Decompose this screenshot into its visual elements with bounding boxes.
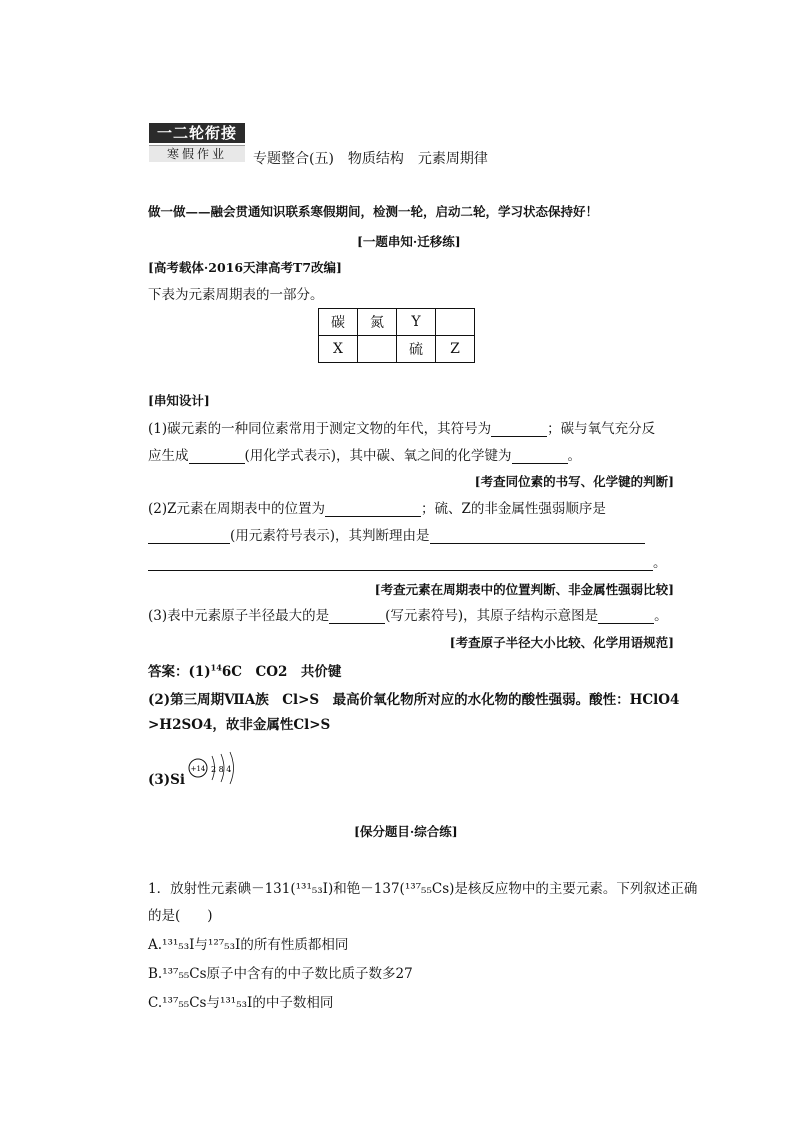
q3-text: (3)表中元素原子半径最大的是	[148, 608, 330, 624]
series-logo-subtitle: 寒假作业	[149, 145, 245, 162]
q1-blank-symbol[interactable]	[491, 422, 547, 437]
source-note: [高考载体·2016天津高考T7改编]	[148, 260, 342, 275]
q3-text: (写元素符号)，其原子结构示意图是	[385, 608, 599, 624]
q2-text: ；硫、Z的非金属性强弱顺序是	[421, 501, 606, 517]
q1-line2	[148, 444, 581, 464]
mcq-option-b[interactable]: B.¹³⁷₅₅Cs原子中含有的中子数比质子数多27	[148, 966, 413, 982]
mcq-stem-line2: 的是( )	[148, 908, 213, 924]
q2-blank-reason[interactable]	[430, 529, 645, 544]
q3-blank-diagram[interactable]	[598, 609, 654, 624]
section-heading-1: [一题串知·迁移练]	[357, 234, 461, 249]
q2-text: (用元素符号表示)，其判断理由是	[230, 528, 430, 544]
table-cell: X	[319, 336, 358, 363]
answer-line1	[148, 660, 341, 680]
series-logo: 一二轮衔接	[149, 123, 245, 143]
design-heading: [串知设计]	[148, 393, 210, 408]
page-title: 专题整合(五) 物质结构 元素周期律	[253, 151, 488, 167]
q2-blank-position[interactable]	[325, 502, 421, 517]
q2-line2	[148, 524, 645, 544]
table-cell: 硫	[397, 336, 436, 363]
answer-text: 6C CO2 共价键	[221, 664, 342, 680]
answer-line2: (2)第三周期ⅦA族 Cl>S 最高价氧化物所对应的水化物的酸性强弱。酸性：HClO4	[148, 692, 680, 708]
q1-blank-bond[interactable]	[512, 449, 568, 464]
q3-line1	[148, 604, 668, 624]
table-cell	[436, 309, 475, 336]
q1-note: [考查同位素的书写、化学键的判断]	[474, 474, 674, 489]
shell-electron-counts: 2 8 4	[211, 765, 232, 774]
mcq-option-c[interactable]: C.¹³⁷₅₅Cs与¹³¹₅₃I的中子数相同	[148, 995, 334, 1011]
q1-text: (用化学式表示)，其中碳、氧之间的化学键为	[244, 448, 512, 464]
table-cell: Y	[397, 309, 436, 336]
table-cell: 碳	[319, 309, 358, 336]
q1-text: 应生成	[148, 448, 189, 464]
table-cell: 氮	[358, 309, 397, 336]
q2-note: [考查元素在周期表中的位置判断、非金属性强弱比较]	[374, 582, 674, 597]
q2-blank-order[interactable]	[148, 529, 230, 544]
q1-line1	[148, 417, 655, 437]
nucleus-charge: +14	[190, 765, 206, 773]
periodic-table-fragment	[318, 308, 475, 363]
answer-line4-label: (3)Si	[148, 772, 186, 788]
q2-text: (2)Z元素在周期表中的位置为	[148, 501, 326, 517]
atom-structure-diagram	[188, 748, 248, 788]
table-cell: Z	[436, 336, 475, 363]
q1-text: ；碳与氧气充分反	[547, 421, 656, 437]
q2-blank-reason-cont[interactable]	[148, 556, 653, 571]
mcq-stem-line1: 1．放射性元素碘－131(¹³¹₅₃I)和铯－137(¹³⁷₅₅Cs)是核反应物中的主要元素。下列叙述正确	[148, 881, 698, 897]
q1-text: 。	[567, 448, 582, 464]
q2-text: 。	[653, 555, 667, 571]
intro-line: 做一做——融会贯通知识联系寒假期间，检测一轮，启动二轮，学习状态保持好！	[148, 204, 599, 219]
q1-text: (1)碳元素的一种同位素常用于测定文物的年代，其符号为	[148, 421, 492, 437]
q3-note: [考查原子半径大小比较、化学用语规范]	[449, 635, 674, 650]
q2-line3	[148, 551, 667, 571]
table-cell	[358, 336, 397, 363]
mass-number: 14	[210, 662, 222, 673]
q2-line1	[148, 497, 606, 517]
section-heading-2: [保分题目·综合练]	[354, 824, 458, 839]
answer-line3: >H2SO4，故非金属性Cl>S	[148, 717, 331, 733]
mcq-option-a[interactable]: A.¹³¹₅₃I与¹²⁷₅₃I的所有性质都相同	[148, 937, 349, 953]
q3-blank-element[interactable]	[329, 609, 385, 624]
lead-text: 下表为元素周期表的一部分。	[148, 287, 324, 303]
answer-label: 答案：(1)	[148, 664, 211, 680]
q3-text: 。	[654, 608, 668, 624]
q1-blank-formula[interactable]	[189, 449, 245, 464]
